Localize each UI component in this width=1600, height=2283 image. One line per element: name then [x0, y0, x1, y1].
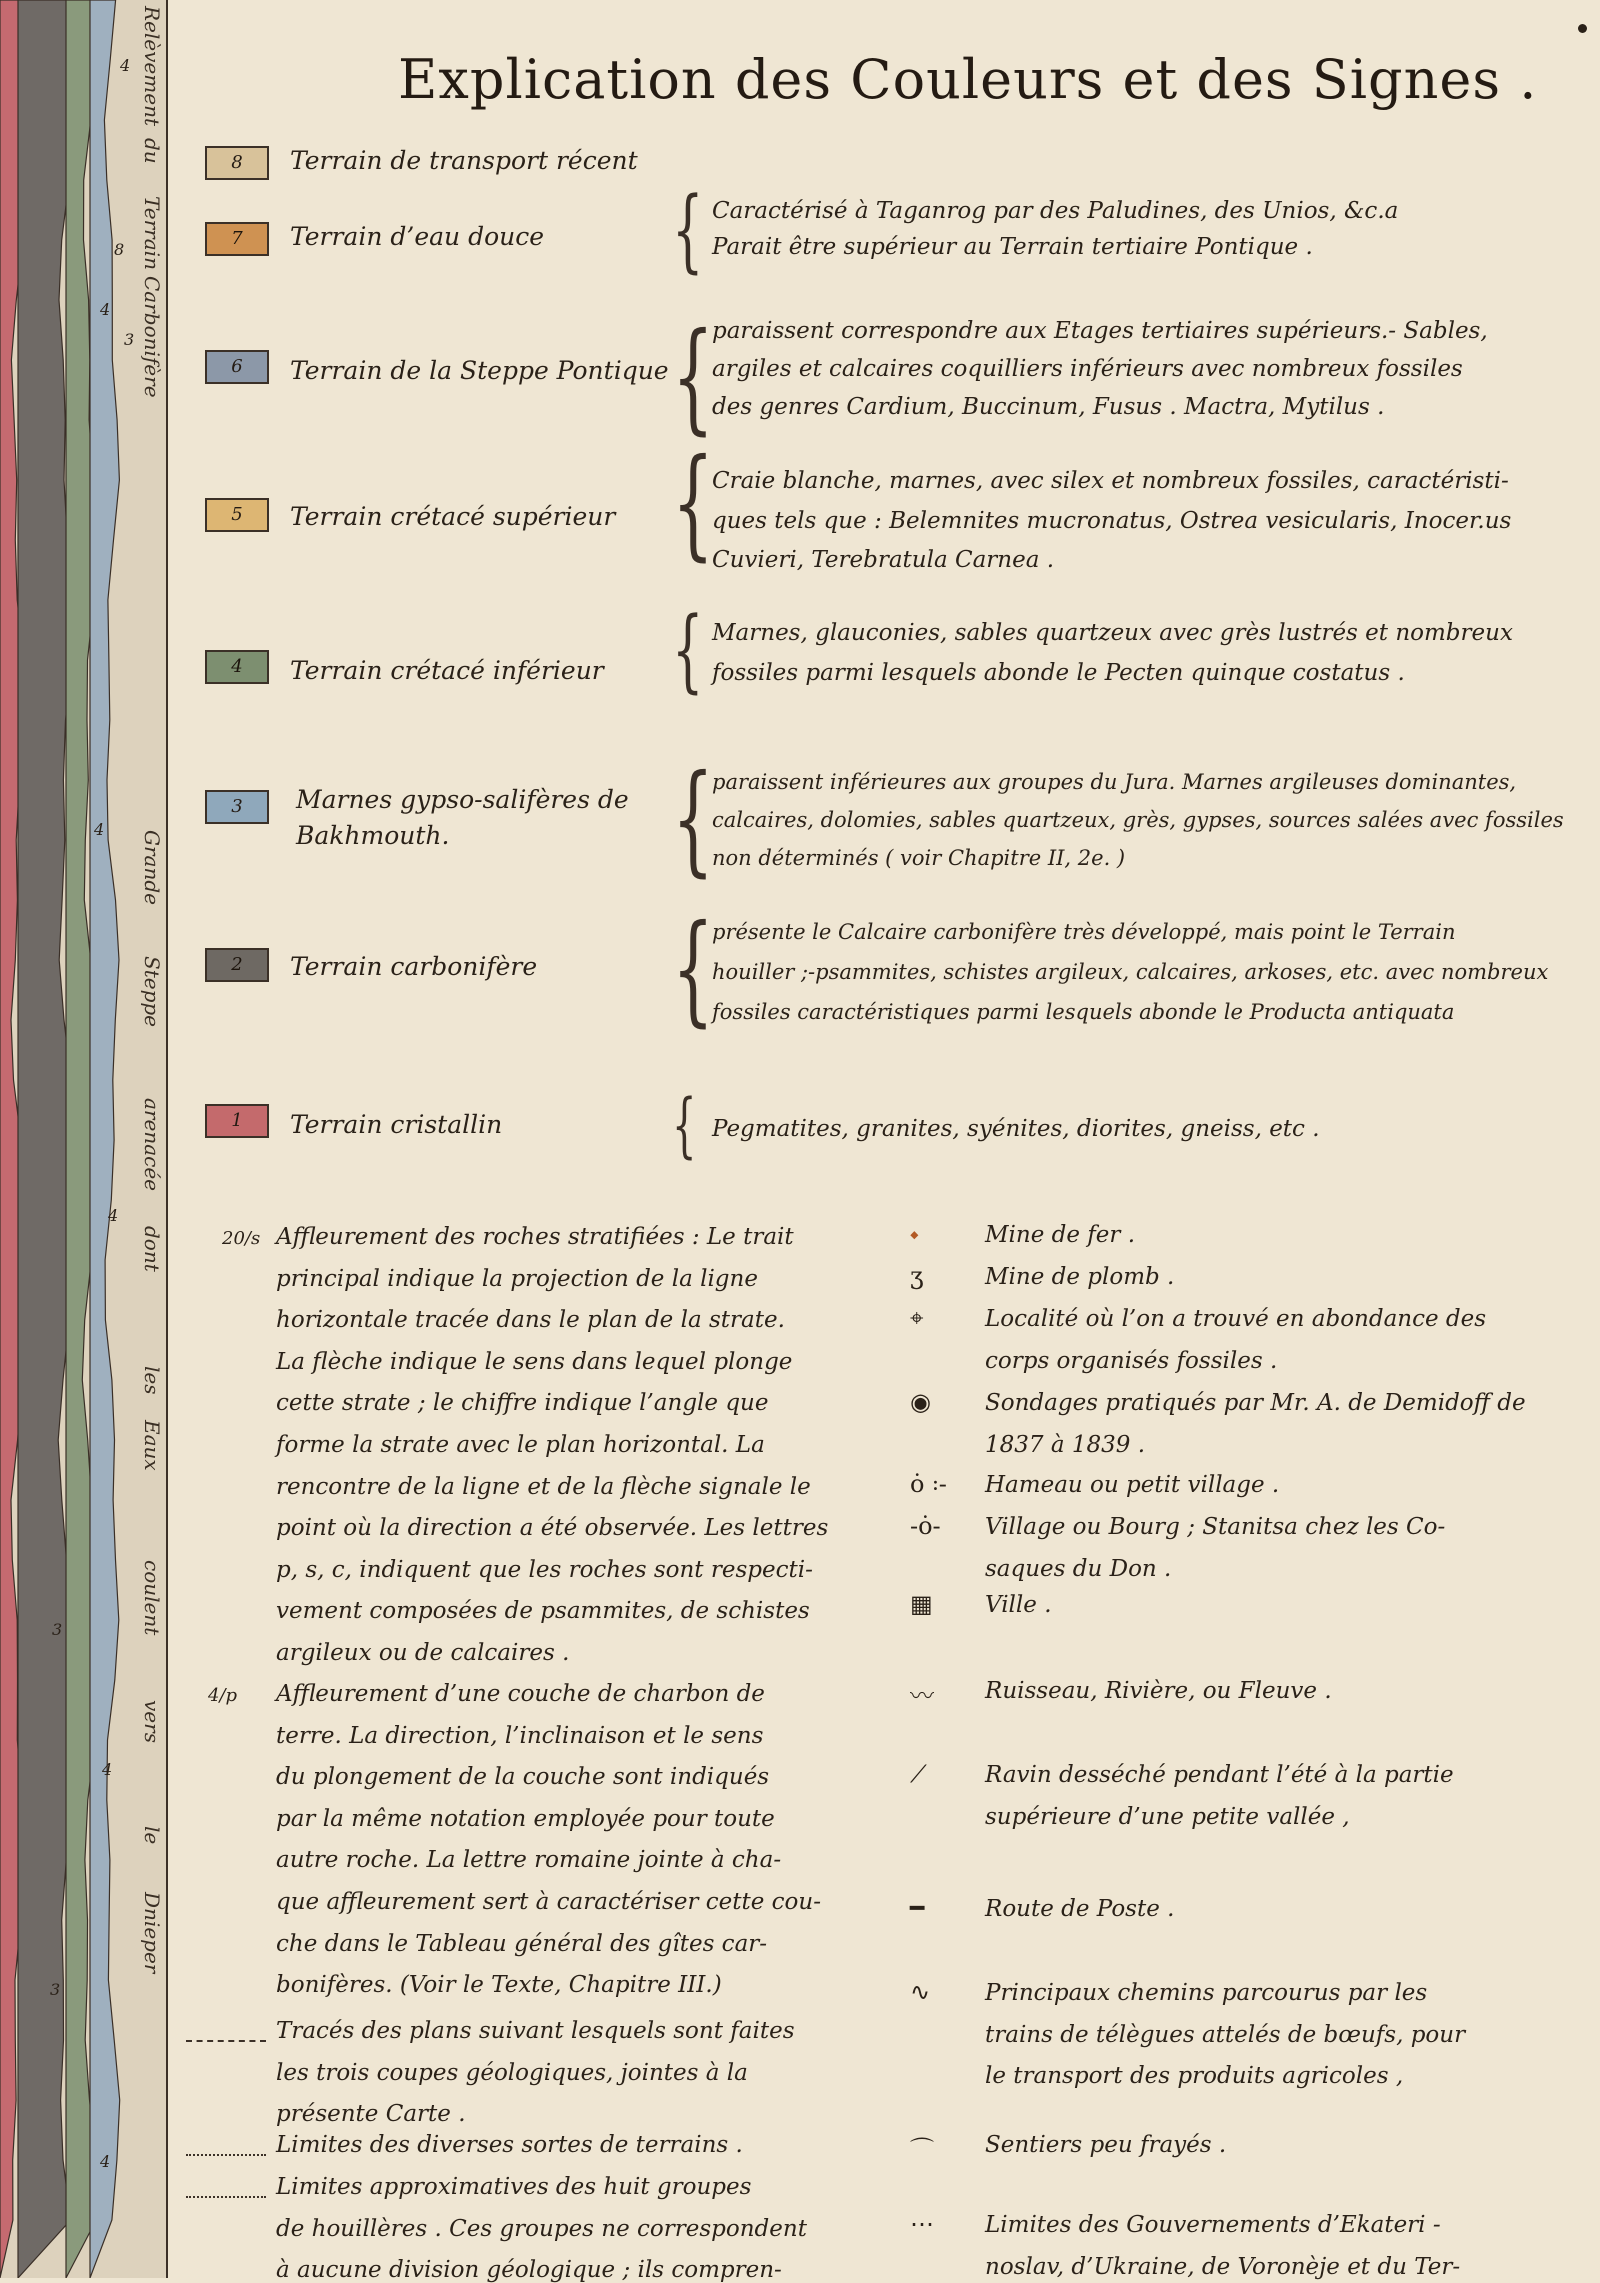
margin-word: Terrain [140, 196, 164, 270]
note-line: forme la strate avec le plan horizontal. La [276, 1432, 765, 1458]
layer-description-line: ques tels que : Belemnites mucronatus, Ostrea vesicularis, Inocer.us [712, 508, 1512, 534]
margin-mark: 8 [114, 240, 125, 259]
sign-description-line: Village ou Bourg ; Stanitsa chez les Co- [985, 1514, 1446, 1540]
margin-word: arenacée [140, 1098, 164, 1191]
layer-description-line: paraissent inférieures aux groupes du Jura. Marnes argileuses dominantes, [712, 770, 1517, 794]
layer-description-line: présente le Calcaire carbonifère très développé, mais point le Terrain [712, 920, 1456, 944]
margin-word: Grande [140, 830, 164, 905]
margin-word: Carbonifère [140, 276, 164, 398]
margin-word: du [140, 138, 164, 164]
map-margin-strip [0, 0, 168, 2278]
layer-description-line: des genres Cardium, Buccinum, Fusus . Mactra, Mytilus . [712, 394, 1385, 420]
margin-word: le [140, 1826, 164, 1845]
layer-swatch: 4 [205, 650, 269, 684]
layer-description-line: argiles et calcaires coquilliers inférieurs avec nombreux fossiles [712, 356, 1463, 382]
layer-description-line: paraissent correspondre aux Etages tertiaires supérieurs.- Sables, [712, 318, 1488, 344]
description-brace: { [672, 308, 714, 447]
note-line: par la même notation employée pour toute [276, 1805, 775, 1832]
sign-description-line: Sondages pratiqués par Mr. A. de Demidoff de [985, 1390, 1526, 1416]
note-marker: 4/p [208, 1685, 238, 1706]
note-line: vement composées de psammites, de schistes [276, 1598, 810, 1625]
layer-swatch: 5 [205, 498, 269, 532]
sign-description-line: trains de télègues attelés de bœufs, pour [985, 2021, 1466, 2048]
layer-description-line: Parait être supérieur au Terrain tertiaire Pontique . [712, 234, 1313, 260]
boundary-icon: ⋯ [910, 2210, 934, 2238]
river-icon: 〰 [910, 1682, 934, 1710]
note-line: présente Carte . [276, 2101, 466, 2128]
lead-mine-icon: ʒ [910, 1262, 924, 1290]
margin-word: dont [140, 1226, 164, 1272]
margin-mark: 4 [94, 820, 105, 839]
note-line: les trois coupes géologiques, jointes à la [276, 2059, 748, 2086]
margin-word: Dnieper [140, 1892, 164, 1974]
layer-description-line: fossiles parmi lesquels abonde le Pecten quinque costatus . [712, 660, 1405, 686]
note-line: Affleurement d’une couche de charbon de [276, 1681, 765, 1707]
note-line: terre. La direction, l’inclinaison et le sens [276, 1722, 764, 1749]
description-brace: { [672, 598, 704, 703]
note-line: bonifères. (Voir le Texte, Chapitre III.) [276, 1972, 722, 1999]
margin-mark: 3 [124, 330, 135, 349]
layer-description-line: calcaires, dolomies, sables quartzeux, grès, gypses, sources salées avec fossiles [712, 808, 1564, 832]
layer-name: Terrain crétacé inférieur [290, 656, 604, 685]
margin-mark: 4 [100, 2152, 111, 2171]
layer-description-line: Cuvieri, Terebratula Carnea . [712, 547, 1055, 573]
layer-description-line: Craie blanche, marnes, avec silex et nombreux fossiles, caractéristi- [712, 468, 1509, 494]
sign-description-line: Ville . [985, 1592, 1052, 1618]
sign-description-line: Route de Poste . [985, 1896, 1175, 1922]
description-brace: { [672, 750, 714, 889]
margin-mark: 4 [120, 56, 131, 75]
sign-description-line: Limites des Gouvernements d’Ekateri - [985, 2212, 1441, 2238]
note-line: p, s, c, indiquent que les roches sont respecti- [276, 1556, 813, 1583]
sign-description-line: Hameau ou petit village . [985, 1472, 1280, 1498]
layer-swatch: 7 [205, 222, 269, 256]
note-line: du plongement de la couche sont indiqués [276, 1764, 770, 1791]
margin-mark: 3 [50, 1980, 61, 1999]
note-line: point où la direction a été observée. Les lettres [276, 1515, 829, 1542]
layer-description-line: Caractérisé à Taganrog par des Paludines, des Unios, &c.a [712, 198, 1399, 224]
sign-description-line: le transport des produits agricoles , [985, 2063, 1404, 2090]
layer-swatch: 1 [205, 1104, 269, 1138]
margin-word: Steppe [140, 956, 164, 1028]
corner-dot [1578, 24, 1587, 33]
sign-description-line: supérieure d’une petite vallée , [985, 1803, 1350, 1830]
layer-name: Marnes gypso-salifères de Bakhmouth. [296, 785, 629, 850]
sign-description-line: Mine de plomb . [985, 1264, 1175, 1290]
iron-mine-icon: ⬩ [910, 1220, 919, 1248]
layer-description-line: non déterminés ( voir Chapitre II, 2e. ) [712, 846, 1126, 870]
note-line: Tracés des plans suivant lesquels sont faites [276, 2018, 795, 2044]
note-line: horizontale tracée dans le plan de la strate. [276, 1307, 785, 1334]
sign-description-line: noslav, d’Ukraine, de Voronèje et du Ter- [985, 2253, 1461, 2280]
note-line: Limites approximatives des huit groupes [276, 2174, 752, 2200]
layer-swatch: 6 [205, 350, 269, 384]
layer-name: Terrain crétacé supérieur [290, 502, 616, 531]
layer-description-line: fossiles caractéristiques parmi lesquels abonde le Producta antiquata [712, 1000, 1455, 1024]
description-brace: { [672, 434, 714, 573]
sign-description-line: Mine de fer . [985, 1222, 1136, 1248]
fossil-locality-icon: ⌖ [910, 1304, 924, 1332]
hamlet-icon: ȯ ꞉- [910, 1470, 947, 1498]
sign-description-line: Localité où l’on a trouvé en abondance des [985, 1306, 1487, 1332]
ravine-icon: ⟋ [910, 1760, 927, 1788]
margin-word: Relèvement [140, 6, 164, 126]
layer-description-line: Pegmatites, granites, syénites, diorites, gneiss, etc . [712, 1116, 1320, 1142]
village-icon: -ȯ- [910, 1512, 941, 1540]
layer-name: Terrain cristallin [290, 1110, 503, 1139]
sign-description-line: corps organisés fossiles . [985, 1347, 1278, 1374]
post-road-icon: ━ [910, 1894, 925, 1922]
note-line: que affleurement sert à caractériser cette cou- [276, 1889, 821, 1915]
margin-mark: 4 [100, 300, 111, 319]
note-line: principal indique la projection de la ligne [276, 1265, 758, 1292]
sign-description-line: Ruisseau, Rivière, ou Fleuve . [985, 1678, 1332, 1704]
layer-description-line: Marnes, glauconies, sables quartzeux avec grès lustrés et nombreux [712, 620, 1513, 646]
sign-description-line: 1837 à 1839 . [985, 1431, 1146, 1458]
note-marker: 20/s [222, 1228, 261, 1249]
margin-word: les [140, 1366, 164, 1395]
sign-description-line: Principaux chemins parcourus par les [985, 1980, 1428, 2006]
margin-mark: 4 [102, 1760, 113, 1779]
layer-swatch: 8 [205, 146, 269, 180]
sign-description-line: Ravin desséché pendant l’été à la partie [985, 1762, 1454, 1788]
line-style-sample [186, 2154, 266, 2156]
note-line: che dans le Tableau général des gîtes car- [276, 1930, 768, 1957]
sounding-icon: ◉ [910, 1388, 931, 1416]
note-line: cette strate ; le chiffre indique l’angle que [276, 1390, 769, 1417]
town-icon: ▦ [910, 1590, 933, 1618]
layer-name: Terrain de transport récent [290, 146, 638, 175]
line-style-sample [186, 2196, 266, 2198]
page-title: Explication des Couleurs et des Signes . [398, 48, 1538, 111]
margin-mark: 3 [52, 1620, 63, 1639]
note-line: argileux ou de calcaires . [276, 1640, 570, 1666]
note-line: Affleurement des roches stratifiées : Le trait [276, 1224, 794, 1250]
ox-track-icon: ∿ [910, 1978, 931, 2006]
legend-border [166, 0, 168, 2278]
note-line: à aucune division géologique ; ils compren- [276, 2257, 782, 2283]
line-style-sample [186, 2040, 266, 2042]
note-line: rencontre de la ligne et de la flèche signale le [276, 1473, 811, 1500]
margin-mark: 4 [108, 1206, 119, 1225]
note-line: Limites des diverses sortes de terrains . [276, 2132, 743, 2158]
margin-word: coulent [140, 1560, 164, 1636]
description-brace: { [672, 178, 704, 283]
note-line: La flèche indique le sens dans lequel plonge [276, 1348, 793, 1375]
footpath-icon: ⌒ [910, 2136, 934, 2164]
layer-name: Terrain de la Steppe Pontique [290, 356, 669, 385]
sign-description-line: saques du Don . [985, 1555, 1172, 1582]
layer-name: Terrain carbonifère [290, 952, 538, 981]
description-brace: { [672, 900, 714, 1039]
margin-word: Eaux [140, 1420, 164, 1471]
layer-name: Terrain d’eau douce [290, 222, 545, 251]
carboniferous-band [18, 0, 73, 2278]
margin-word: vers [140, 1700, 164, 1743]
note-line: autre roche. La lettre romaine jointe à cha- [276, 1847, 782, 1874]
description-brace: { [672, 1084, 697, 1166]
steppe-band [90, 0, 120, 2278]
layer-swatch: 2 [205, 948, 269, 982]
note-line: de houillères . Ces groupes ne correspondent [276, 2215, 807, 2242]
layer-swatch: 3 [205, 790, 269, 824]
layer-description-line: houiller ;-psammites, schistes argileux, calcaires, arkoses, etc. avec nombreux [712, 960, 1549, 984]
sign-description-line: Sentiers peu frayés . [985, 2132, 1227, 2158]
